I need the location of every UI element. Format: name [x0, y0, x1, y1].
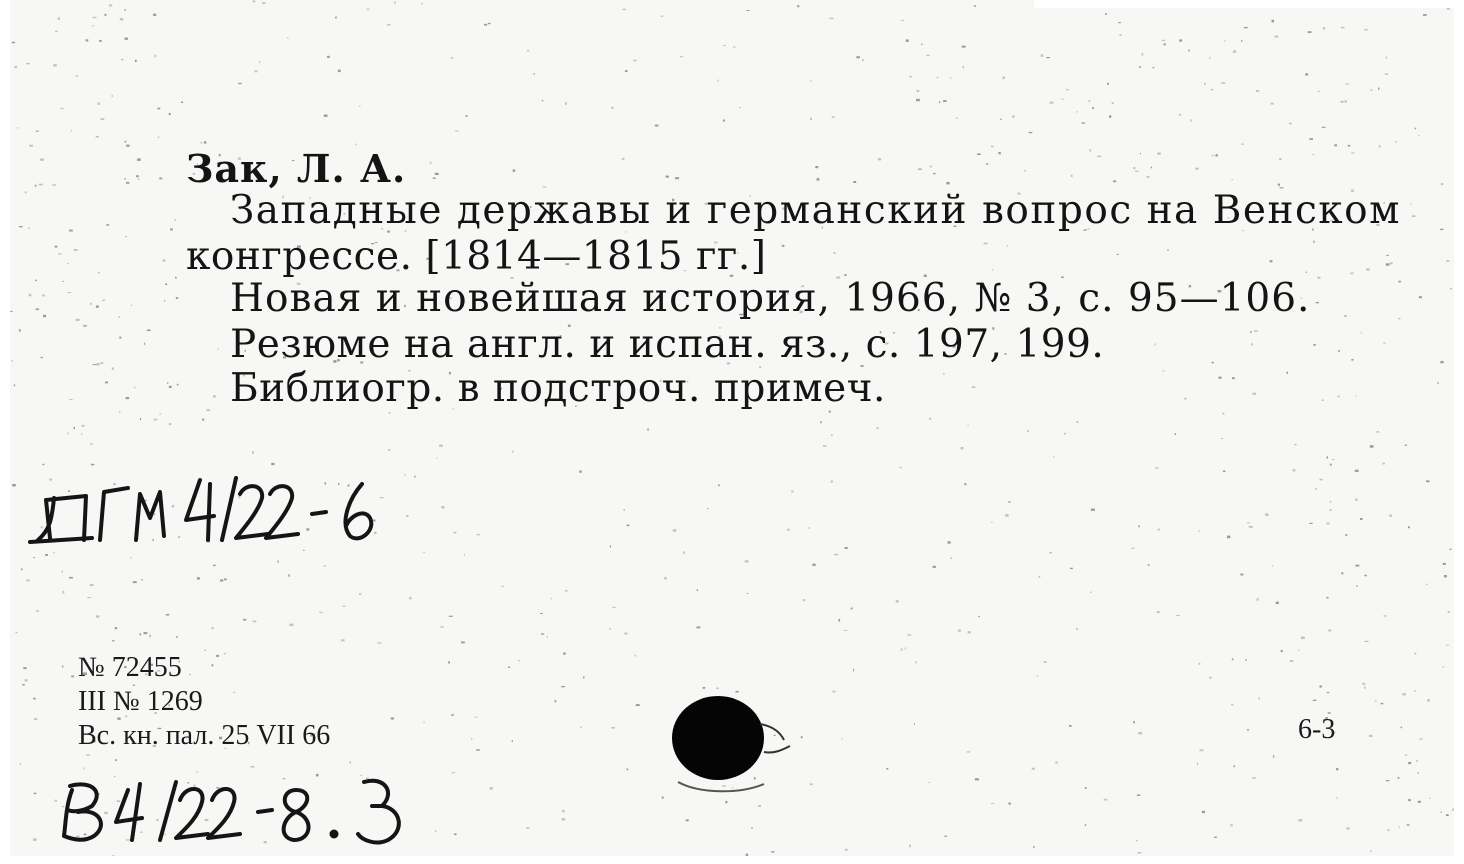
card-code: 6-3 — [1298, 714, 1336, 745]
punch-hole — [660, 690, 800, 800]
stamp-line-3: Вс. кн. пал. 25 VII 66 — [78, 720, 331, 751]
stamp-line-2: III № 1269 — [78, 686, 203, 717]
title-line-2: конгрессе. [1814—1815 гг.] — [186, 234, 767, 279]
title-line-1: Западные державы и германский вопрос на Венском — [230, 188, 1401, 233]
source-line: Новая и новейшая история, 1966, № 3, с. 95—106. — [230, 276, 1311, 321]
stamp-line-1: № 72455 — [78, 652, 182, 683]
handwritten-shelfmark-bottom — [0, 0, 440, 864]
card-top-edge — [1034, 0, 1454, 8]
bibliography-line: Библиогр. в подстроч. примеч. — [230, 366, 886, 411]
summary-line: Резюме на англ. и испан. яз., с. 197, 199. — [230, 322, 1105, 367]
author-heading: Зак, Л. А. — [186, 146, 407, 191]
card-right-edge — [1454, 0, 1464, 864]
